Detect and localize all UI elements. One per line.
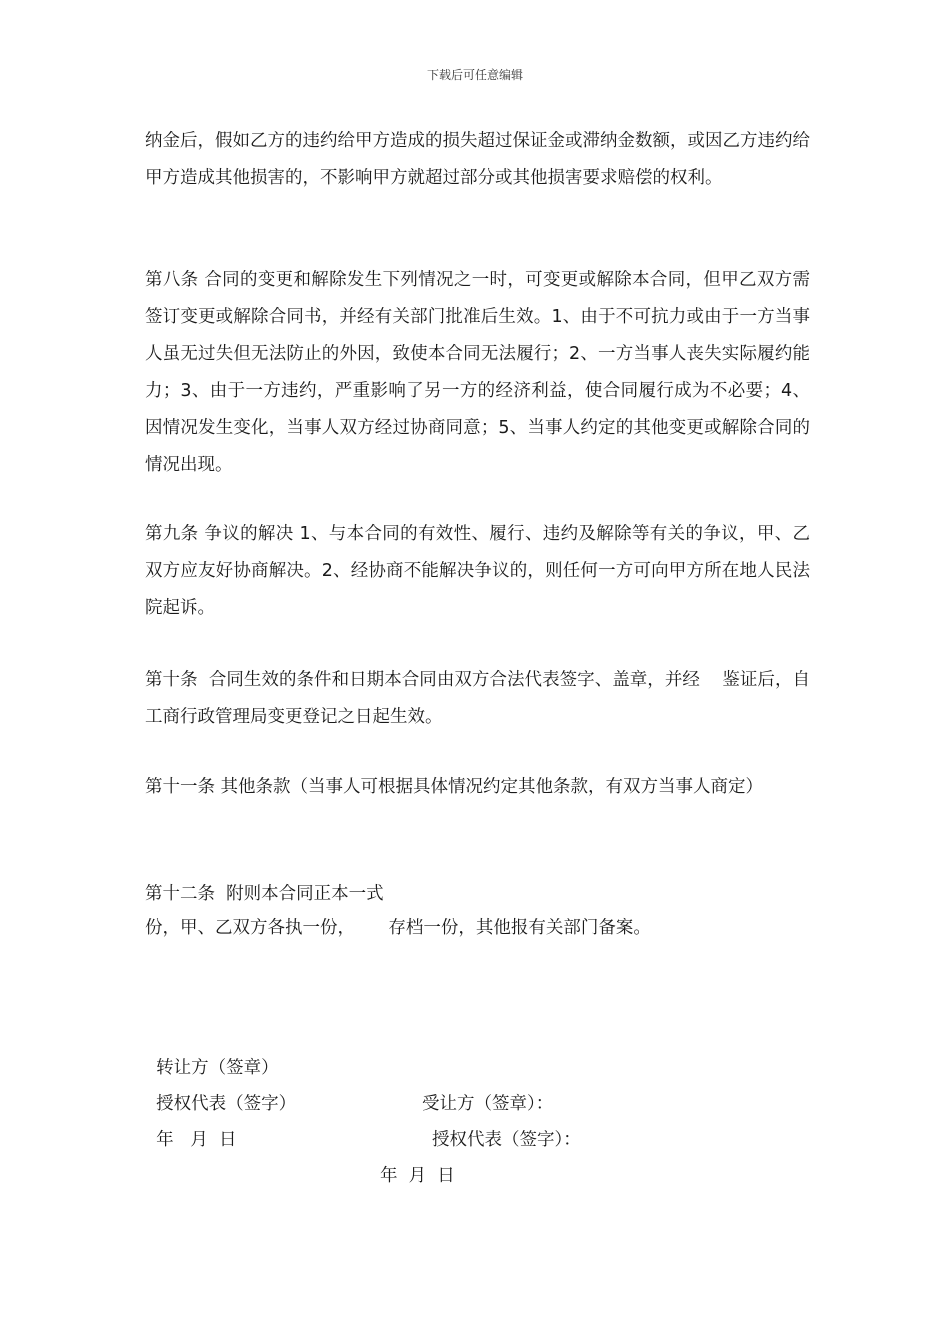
transferee-date-label: 年 月 日 [380,1166,455,1186]
paragraph-article-10: 第十条 合同生效的条件和日期本合同由双方合法代表签字、盖章，并经 鉴证后，自 工商行政管理局变更登记之日起生效。 [145,670,827,727]
transferor-seal-label: 转让方（签章） [156,1058,279,1078]
transferee-seal-label: 受让方（签章）： [422,1094,554,1114]
transferor-date-label: 年 月 日 [156,1130,237,1150]
paragraph-breach-damages: 纳金后，假如乙方的违约给甲方造成的损失超过保证金或滞纳金数额，或因乙方违约给甲方造成其他损害的，不影响甲方就超过部分或其他损害要求赔偿的权利。 [145,131,810,188]
paragraph-article-9: 第九条 争议的解决 1、与本合同的有效性、履行、违约及解除等有关的争议，甲、乙双方应友好协商解决。2、经协商不能解决争议的，则任何一方可向甲方所在地人民法院起诉。 [145,524,810,618]
paragraph-article-12-line2: 份，甲、乙双方各执一份， 存档一份，其他报有关部门备案。 [145,918,651,938]
page-header: 下载后可任意编辑 [426,68,523,82]
signature-row-date [145,1086,455,1194]
paragraph-article-12-line1: 第十二条 附则本合同正本一式 [145,884,384,904]
transferor-rep-label: 授权代表（签字） [156,1094,297,1114]
transferee-rep-label: 授权代表（签字）： [432,1130,581,1150]
paragraph-article-8: 第八条 合同的变更和解除发生下列情况之一时，可变更或解除本合同，但甲乙双方需签订变更或解除合同书，并经有关部门批准后生效。1、由于不可抗力或由于一方当事人虽无过失但无法防止的外因，致使本合同无法履行；2、一方当事人丧失实际履约能力；3、由于一方违约，严重影响了另一方的经济利益，使合同履行成为不必要；4、因情况发生变化，当事人双方经过协商同意；5、当事人约定的其他变更或解除合同的情况出现。 [145,270,810,475]
paragraph-article-11: 第十一条 其他条款（当事人可根据具体情况约定其他条款，有双方当事人商定） [145,777,764,797]
